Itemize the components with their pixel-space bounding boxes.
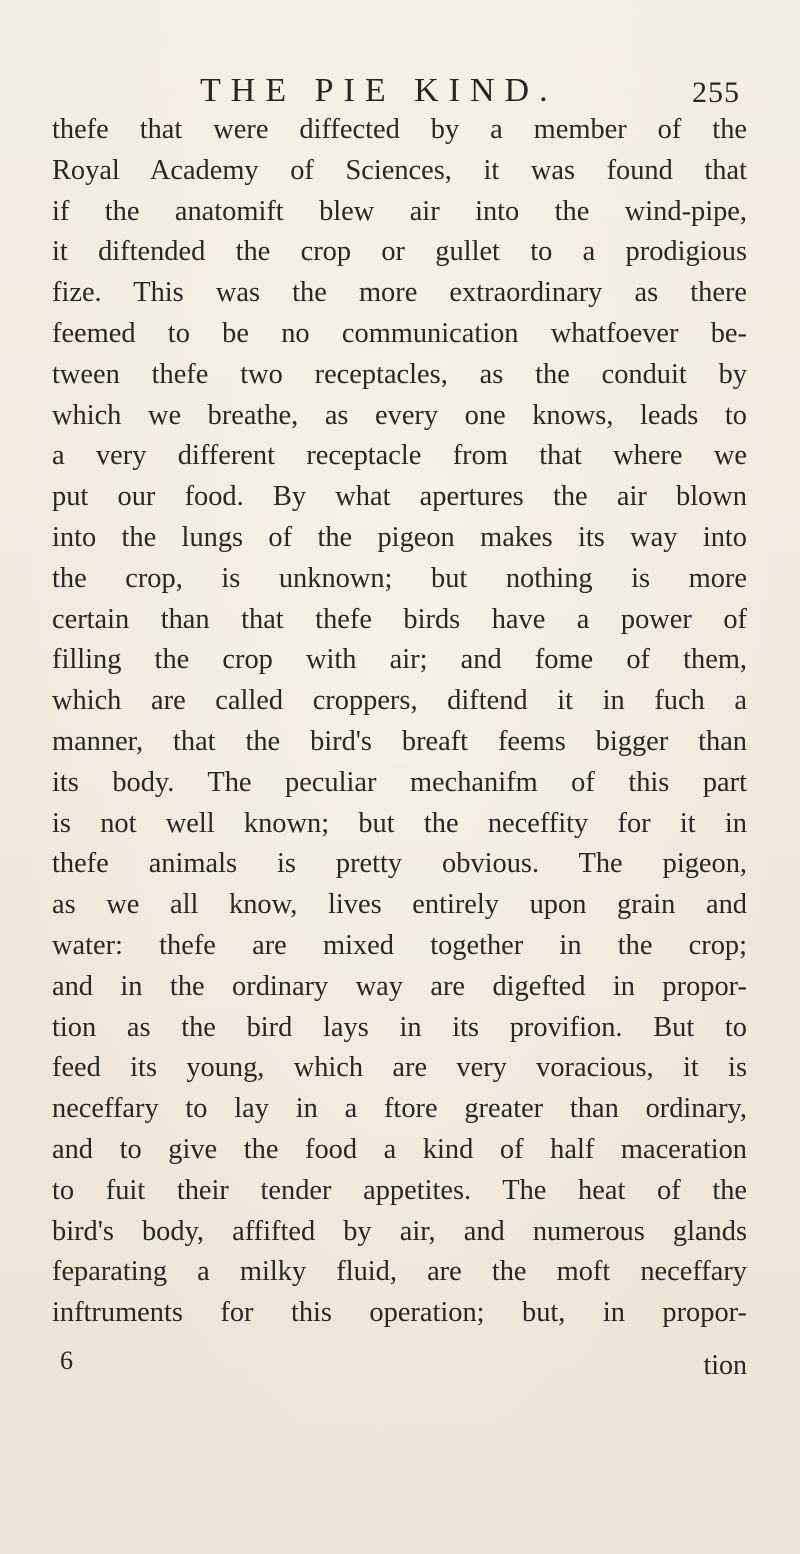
catchword: tion — [703, 1350, 747, 1381]
text-line: which are called croppers, diftend it in fuch a — [52, 685, 747, 717]
text-line: thefe animals is pretty obvious. The pigeon, — [52, 848, 747, 880]
text-line: tion as the bird lays in its provifion. But to — [52, 1011, 747, 1043]
text-line: certain than that thefe birds have a power of — [52, 603, 747, 635]
text-line: fize. This was the more extraordinary as there — [52, 277, 747, 309]
text-line: Royal Academy of Sciences, it was found that — [52, 154, 747, 186]
signature-mark: 6 — [60, 1346, 73, 1375]
text-line: water: thefe are mixed together in the crop; — [52, 929, 747, 961]
page-footer — [52, 1346, 747, 1386]
text-line: which we breathe, as every one knows, leads to — [52, 399, 747, 431]
text-line: to fuit their tender appetites. The heat of the — [52, 1174, 747, 1206]
text-line: feparating a milky fluid, are the moft neceffary — [52, 1256, 747, 1288]
text-line: a very different receptacle from that where we — [52, 440, 747, 472]
text-line: and to give the food a kind of half maceration — [52, 1133, 747, 1165]
text-line: put our food. By what apertures the air blown — [52, 481, 747, 513]
text-line: tween thefe two receptacles, as the conduit by — [52, 358, 747, 390]
page-header — [200, 72, 740, 112]
text-line: if the anatomift blew air into the wind-pipe, — [52, 195, 747, 227]
body-text — [52, 110, 747, 1334]
text-line: its body. The peculiar mechanifm of this part — [52, 766, 747, 798]
running-head: THE PIE KIND. — [200, 72, 558, 109]
text-line: feemed to be no communication whatfoever be- — [52, 317, 747, 349]
page-number: 255 — [692, 76, 740, 109]
text-line: feed its young, which are very voracious, it is — [52, 1052, 747, 1084]
text-line: inftruments for this operation; but, in propor- — [52, 1297, 747, 1329]
text-line: is not well known; but the neceffity for it in — [52, 807, 747, 839]
text-line: bird's body, affifted by air, and numerous glands — [52, 1215, 747, 1247]
text-line: into the lungs of the pigeon makes its way into — [52, 521, 747, 553]
text-line: the crop, is unknown; but nothing is more — [52, 562, 747, 594]
text-line: neceffary to lay in a ftore greater than ordinary, — [52, 1093, 747, 1125]
text-line: it diftended the crop or gullet to a prodigious — [52, 236, 747, 268]
text-line: manner, that the bird's breaft feems bigger than — [52, 725, 747, 757]
text-line: as we all know, lives entirely upon grain and — [52, 889, 747, 921]
text-line: filling the crop with air; and fome of them, — [52, 644, 747, 676]
text-line: thefe that were diffected by a member of the — [52, 114, 747, 145]
text-line: and in the ordinary way are digefted in propor- — [52, 970, 747, 1002]
